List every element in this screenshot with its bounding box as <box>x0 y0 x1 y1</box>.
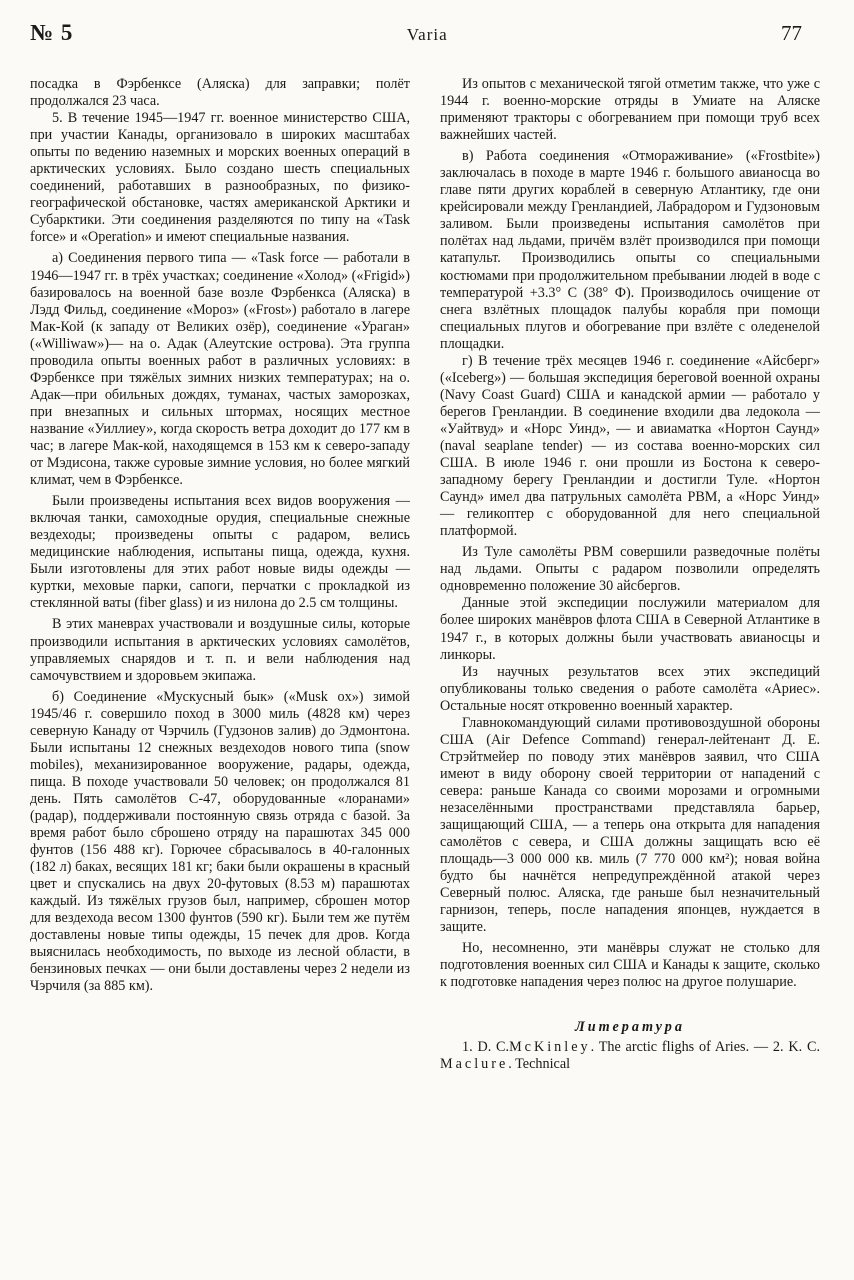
paragraph: г) В течение трёх месяцев 1946 г. соединение «Айсберг» («Iceberg») — большая экспедиция береговой военной охраны (Navy Coast Guard) США и канадской армии — работало у берегов Гренландии. В соединение входили два ледокола — «Уайтвуд» и «Норс Уинд», — и авиаматка «Нортон Саунд» (naval seaplane tender) — из состава военно-морских сил США. В июле 1946 г. они прошли из Бостона к северо-западному берегу Гренландии и достигли Туле. «Нортон Саунд» имел два патрульных самолёта PBM, а «Норс Уинд» — геликоптер с оборудованной для него специальной платформой. <box>440 352 820 540</box>
running-title: Varia <box>406 25 448 44</box>
literature-text: . Technical <box>508 1055 571 1072</box>
literature-author: McKinley <box>509 1038 591 1055</box>
paragraph: Главнокомандующий силами противовоздушной обороны США (Air Defence Command) генерал-лейтенант Д. Е. Стрэйтмейер по поводу этих манёвров заявил, что США имеют в виду оборону своей территории от нападений с севера: раньше Канада со своими морозами и огромными незаселёнными пространствами представляла барьер, защищающий США, — а теперь она открыта для нападения самолётов с севера, и США должны защищать всю её площадь—3 000 000 кв. миль (7 770 000 км²); новая война будто бы начнётся непредупреждённой атакой через Северный полюс. Аляска, где раньше был незначительный гарнизон, теперь, после нападения японцев, нуждается в защите. <box>440 714 820 936</box>
literature-author: Maclure <box>440 1055 509 1072</box>
page-number: 77 <box>781 21 802 45</box>
paragraph: Данные этой экспедиции послужили материалом для более широких манёвров флота США в Северной Атлантике в 1947 г., в которых должны были участвовать авианосцы и линкоры. <box>440 595 820 663</box>
literature-heading: Литература <box>575 1019 685 1036</box>
left-column <box>30 76 410 995</box>
page-header <box>30 20 802 50</box>
paragraph: 5. В течение 1945—1947 гг. военное министерство США, при участии Канады, организовало в широких масштабах опыты по ведению наземных и морских военных операций в арктических условиях. Было создано шесть специальных соединений, работавших в разнообразных, по физико-географической обстановке, частях американской Арктики и Субарктики. Эти соединения разделяются по типу на «Task force» и «Operation» и имеют специальные названия. <box>30 110 410 246</box>
literature-text: 1. D. C. <box>462 1038 510 1055</box>
paragraph: Были произведены испытания всех видов вооружения — включая танки, самоходные орудия, специальные снежные вездеходы; произведены опыты с радаром, велись медицинские наблюдения, испытаны пища, одежда, кухня. Были изготовлены для этих работ новые виды одежды — куртки, меховые парки, сапоги, перчатки с прокладкой из стеклянной ваты (fiber glass) и из нилона до 2.5 см толщины. <box>30 493 410 612</box>
paragraph: в) Работа соединения «Отмораживание» («Frostbite») заключалась в походе в марте 1946 г. большого авианосца во главе пяти других кораблей в северную Атлантику, где они крейсировали между Гренландией, Лабрадором и Гудзоновым заливом. Были произведены испытания самолётов при полётах над льдами, причём взлёт производился при помощи катапульт. Производились опыты со специальными костюмами при продолжительном пребывании людей в воде с температурой +3.3° С (38° Ф). Производилось очищение от снега взлётных площадок палубы корабля при помощи специальных плугов и обогревание при взлёте с оледенелой площадки. <box>440 148 820 352</box>
issue-number: № 5 <box>30 20 74 45</box>
paragraph: а) Соединения первого типа — «Task force — работали в 1946—1947 гг. в трёх участках; соединение «Холод» («Frigid») базировалось на военной базе возле Фэрбенкса (Аляска) в Лэдд Фильд, соединение «Мороз» («Frost») работало в лагере Мак-Кой (к западу от Великих озёр), соединение «Ураган» («Williwaw»)— на о. Адак (Алеутские острова). Эта группа проводила опыты военных работ в различных условиях: в Фэрбенксе при тяжёлых зимних низких температурах; на о. Адак—при обильных дождях, туманах, частых заморозках, при внезапных и сильных штормах, носящих местное название «Уиллиеу», когда скорость ветра доходит до 177 км в час; в лагере Мак-кой, находящемся в 153 км к северо-западу от Мэдисона, также суровые зимние условия, но более мягкий климат, чем в Фэрбенксе. <box>30 250 410 489</box>
paragraph: б) Соединение «Мускусный бык» («Musk ox») зимой 1945/46 г. совершило поход в 3000 миль (4828 км) через северную Канаду от Чэрчиль (Гудзонов залив) до Эдмонтона. Были испытаны 12 снежных вездеходов нового типа (snow mobiles), механизированное вооружение, радары, одежда, пища. В походе участвовали 50 человек; он продолжался 81 день. Пять самолётов С-47, оборудованные «лоранами» (радар), поддерживали постоянную связь отряда с базой. За время работ было сброшено отряду на парашютах 345 000 фунтов (156 488 кг). Горючее сбрасывалось в 40-галонных (182 л) баках, весящих 181 кг; баки были окрашены в красный цвет и спускались на двух 20-футовых (8.53 м) парашютах каждый. Из тяжёлых грузов был, например, сброшен мотор для вездехода весом 1300 фунтов (590 кг). Были тем же путём доставлены новые типы одежды, 15 печек для дров. Когда выяснилась необходимость, по выходе из лесной области, в бензиновых печках — они были доставлены через 2 недели из Чэрчиля (за 885 км). <box>30 688 410 995</box>
paragraph: В этих маневрах участвовали и воздушные силы, которые производили испытания в арктических условиях самолётов, управляемых снарядов и т. п. и вели наблюдения над самочувствием и здоровьем экипажа. <box>30 616 410 684</box>
literature-text: . The arctic flighs of Aries. — 2. K. C. <box>590 1038 820 1055</box>
paragraph: Из научных результатов всех этих экспедиций опубликованы только сведения о работе самолёта «Ариес». Остальные носят откровенно военный характер. <box>440 663 820 714</box>
literature-entry <box>440 1039 820 1073</box>
paragraph: Из Туле самолёты PBM совершили разведочные полёты над льдами. Опыты с радаром позволили определять одновременно положение 30 айсбергов. <box>440 544 820 595</box>
paragraph: посадка в Фэрбенксе (Аляска) для заправки; полёт продолжался 23 часа. <box>30 76 410 110</box>
paragraph: Но, несомненно, эти манёвры служат не столько для подготовления военных сил США и Канады к защите, сколько к подготовке нападения через полюс на другое полушарие. <box>440 940 820 991</box>
right-column <box>440 76 820 1073</box>
paragraph: Из опытов с механической тягой отметим также, что уже с 1944 г. военно-морские отряды в Умиате на Аляске применяют тракторы с обогреванием при помощи труб всех важнейших частей. <box>440 76 820 144</box>
